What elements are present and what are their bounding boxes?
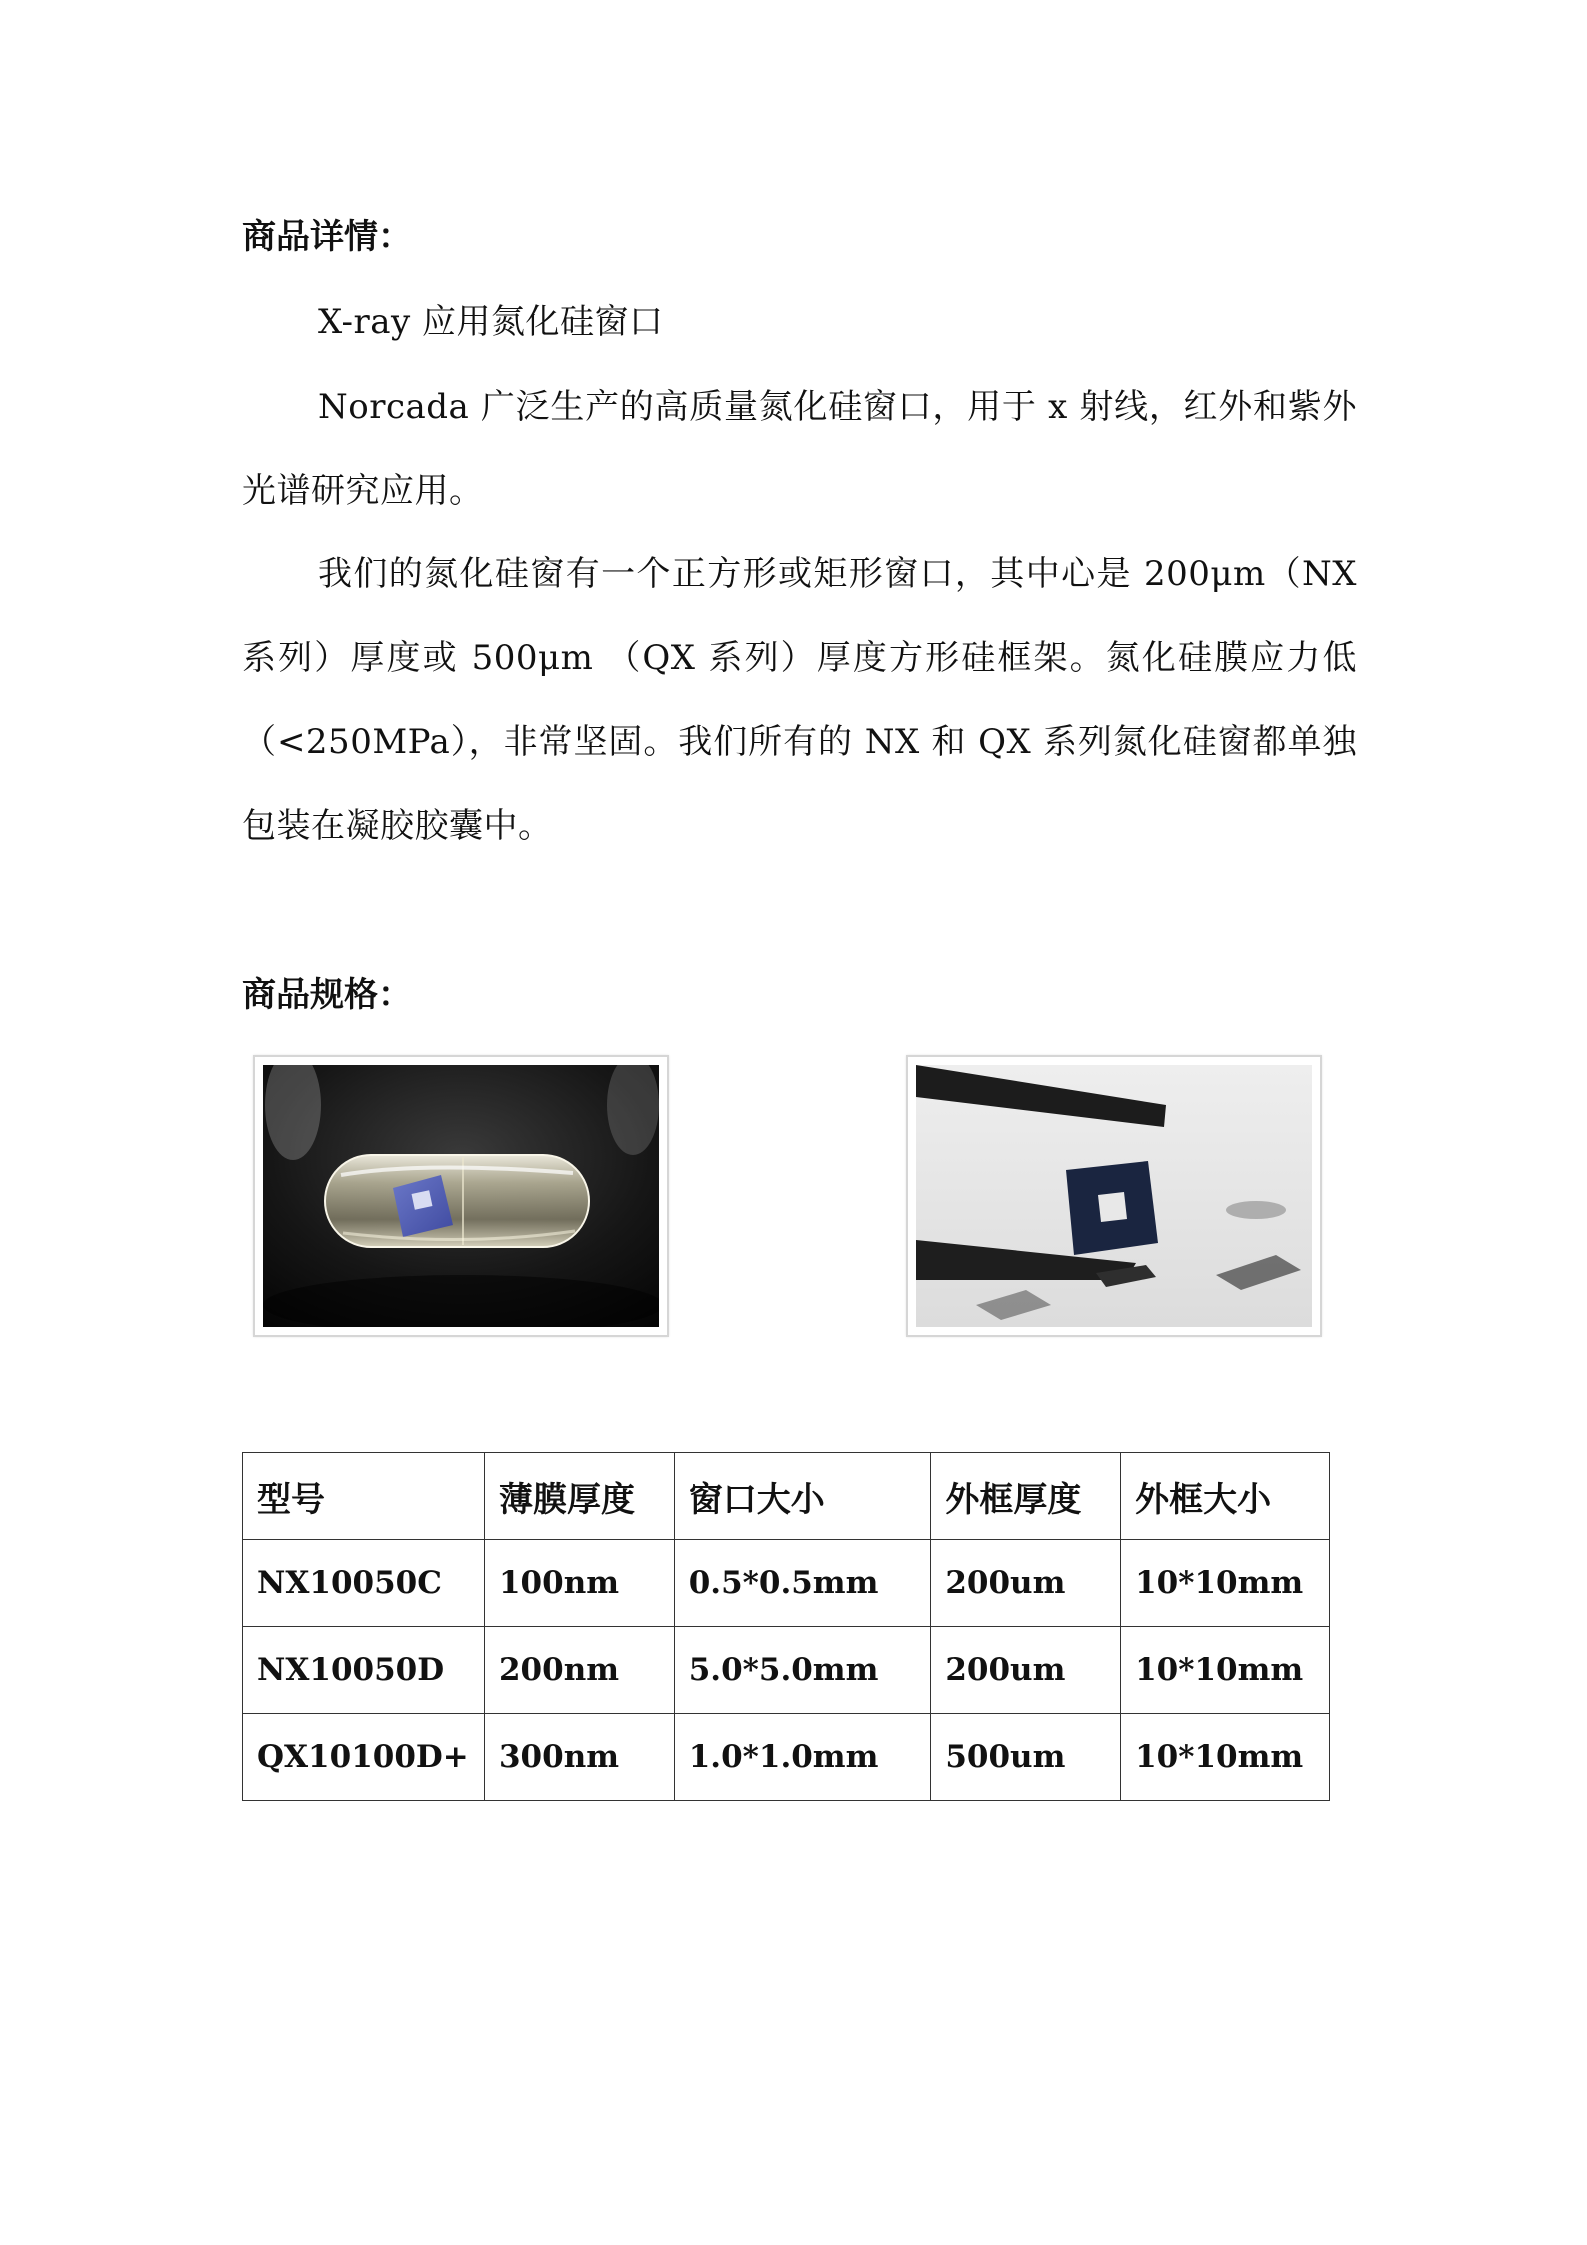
- header-film-thickness: 薄膜厚度: [484, 1453, 674, 1540]
- cell-window-size: 1.0*1.0mm: [674, 1714, 931, 1801]
- header-model: 型号: [243, 1453, 485, 1540]
- table-row: [243, 1540, 1330, 1627]
- details-paragraph-intro: Norcada 广泛生产的高质量氮化硅窗口，用于 x 射线，红外和紫外光谱研究应用。: [242, 387, 1357, 511]
- cell-frame-size: 10*10mm: [1121, 1540, 1330, 1627]
- cell-film-thickness: 100nm: [484, 1540, 674, 1627]
- header-window-size: 窗口大小: [674, 1453, 931, 1540]
- cell-frame-thickness: 200um: [931, 1627, 1121, 1714]
- details-paragraph-description: 我们的氮化硅窗有一个正方形或矩形窗口，其中心是 200μm（NX 系列）厚度或 500μm （QX 系列）厚度方形硅框架。氮化硅膜应力低（<250MPa），非常坚固。我们所有的 NX 和 QX 系列氮化硅窗都单独包装在凝胶胶囊中。: [242, 554, 1357, 846]
- header-frame-thickness: 外框厚度: [931, 1453, 1121, 1540]
- cell-window-size: 0.5*0.5mm: [674, 1540, 931, 1627]
- header-frame-size: 外框大小: [1121, 1453, 1330, 1540]
- cell-frame-size: 10*10mm: [1121, 1627, 1330, 1714]
- gel-capsule-image: [263, 1065, 659, 1327]
- table-row: [243, 1714, 1330, 1801]
- cell-model: NX10050D: [243, 1627, 485, 1714]
- cell-frame-thickness: 500um: [931, 1714, 1121, 1801]
- cell-frame-size: 10*10mm: [1121, 1714, 1330, 1801]
- specs-table: [242, 1452, 1330, 1801]
- cell-model: NX10050C: [243, 1540, 485, 1627]
- cell-model: QX10100D+: [243, 1714, 485, 1801]
- gel-capsule-photo: [253, 1055, 669, 1337]
- details-heading: 商品详情：: [242, 217, 412, 257]
- cell-window-size: 5.0*5.0mm: [674, 1627, 931, 1714]
- cell-film-thickness: 300nm: [484, 1714, 674, 1801]
- table-header-row: [243, 1453, 1330, 1540]
- tweezers-chip-image: [916, 1065, 1312, 1327]
- table-row: [243, 1627, 1330, 1714]
- specs-heading: 商品规格：: [242, 975, 412, 1015]
- tweezers-chip-photo: [906, 1055, 1322, 1337]
- cell-film-thickness: 200nm: [484, 1627, 674, 1714]
- details-paragraph-title: X-ray 应用氮化硅窗口: [318, 302, 664, 342]
- cell-frame-thickness: 200um: [931, 1540, 1121, 1627]
